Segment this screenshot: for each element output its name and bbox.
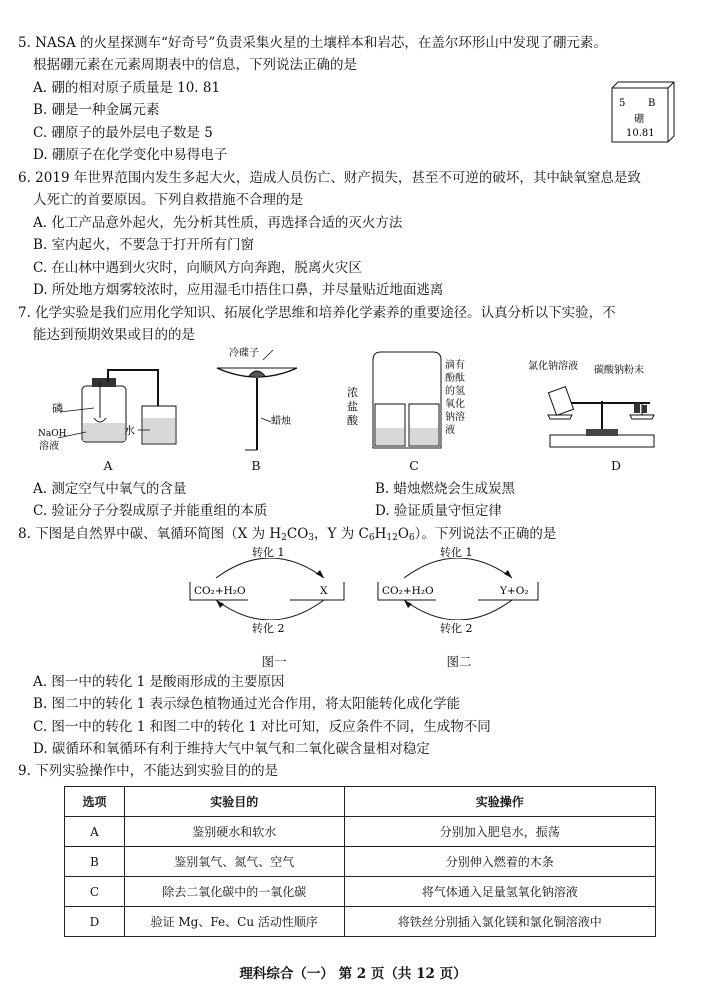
cycle2-caption: 图二 [446,654,472,669]
row-purpose: 验证 Mg、Fe、Cu 活动性顺序 [124,907,344,937]
q7-stem-line1: 7. 化学实验是我们应用化学知识、拓展化学思维和培养化学素养的重要途径。认真分析以下实验，不 [18,305,616,321]
element-mass: 10.81 [626,128,655,139]
row-operation: 将铁丝分别插入氯化镁和氯化铜溶液中 [344,907,655,937]
q8-option-d: D. 碳循环和氧循环有利于维持大气中氧气和二氧化碳含量相对稳定 [33,741,430,757]
table-header-row [65,787,656,817]
q7-stem-line2: 能达到预期效果或目的的是 [33,327,195,343]
q6-option-b: B. 室内起火，不要急于打开所有门窗 [33,237,255,253]
header-operation: 实验操作 [344,787,655,817]
label-phenol-5: 钠溶 [445,412,465,423]
q7-option-c: C. 验证分子分裂成原子并能重组的本质 [33,503,268,519]
label-phosphorus: 磷 [52,402,63,415]
experiment-c-diagram [345,348,465,453]
q6-option-d: D. 所处地方烟雾较浓时，应用湿毛巾捂住口鼻，并尽量贴近地面逃离 [33,282,444,298]
q5-stem-line2: 根据硼元素在元素周期表中的信息，下列说法正确的是 [33,57,357,73]
q5-option-c: C. 硼原子的最外层电子数是 5 [33,125,213,141]
label-hcl-2: 酸 [347,414,358,427]
header-purpose: 实验目的 [124,787,344,817]
cycle2-left: CO₂+H₂O [382,585,434,597]
q5-option-a: A. 硼的相对原子质量是 10. 81 [33,80,221,96]
q5-option-b: B. 硼是一种金属元素 [33,102,160,118]
label-naoh: NaOH [38,429,67,439]
label-phenol-6: 液 [445,425,455,436]
label-phenol-1: 滴有 [445,360,465,371]
cycle1-right: X [320,585,328,597]
q6-option-a: A. 化工产品意外起火，先分析其性质，再选择合适的灭火方法 [33,215,403,231]
cycle2-right: Y+O₂ [500,585,529,597]
q8-stem: 8. 下图是自然界中碳、氧循环简图（X 为 $H_2CO_3$，Y 为 $C_6H_{12}O_6$）。下列说法不正确的是 [18,526,557,543]
label-nacl-solution: 氯化钠溶液 [528,361,578,372]
label-candle: 蜡烛 [271,416,291,427]
row-operation: 分别加入肥皂水，振荡 [344,817,655,847]
q8-option-b: B. 图二中的转化 1 表示绿色植物通过光合作用，将太阳能转化成化学能 [33,696,461,712]
q7-option-b: B. 蜡烛燃烧会生成炭黑 [375,481,516,497]
experiment-table [64,786,656,937]
table-row [65,907,656,937]
q6-stem-line1: 6. 2019 年世界范围内发生多起大火，造成人员伤亡、财产损失，甚至不可逆的破坏，其中缺氧窒息是致 [18,170,641,186]
q6-stem-line2: 人死亡的首要原因。下列自救措施不合理的是 [33,192,303,208]
row-purpose: 除去二氧化碳中的一氧化碳 [124,877,344,907]
row-option: C [65,877,125,907]
row-purpose: 鉴别氧气、氮气、空气 [124,847,344,877]
row-operation: 分别伸入燃着的木条 [344,847,655,877]
row-option: D [65,907,125,937]
table-row [65,877,656,907]
fig-label-d: D [610,458,622,473]
cycle1-bottom-label: 转化 2 [252,622,285,635]
element-symbol: B [648,98,656,109]
label-conc: 浓 [347,386,358,399]
q6-option-c: C. 在山林中遇到火灾时，向顺风方向奔跑，脱离火灾区 [33,260,362,276]
experiment-b-diagram [215,346,315,454]
fig-label-a: A [103,458,113,473]
q8-option-a: A. 图一中的转化 1 是酸雨形成的主要原因 [33,674,285,690]
fig-label-c: C [409,458,419,473]
row-option: B [65,847,125,877]
label-solution: 溶液 [39,441,59,452]
q8-option-c: C. 图一中的转化 1 和图二中的转化 1 对比可知，反应条件不同，生成物不同 [33,719,491,735]
table-row [65,817,656,847]
boron-element-cell [610,80,676,146]
cycle-diagram-2 [368,544,548,644]
label-phenol-2: 酚酞 [445,373,465,384]
row-operation: 将气体通入足量氢氧化钠溶液 [344,877,655,907]
q5-stem-line1: 5. NASA 的火星探测车“好奇号”负责采集火星的土壤样本和岩芯，在盖尔环形山中发现了硼元素。 [18,35,607,51]
row-purpose: 鉴别硬水和软水 [124,817,344,847]
element-name: 硼 [634,114,644,125]
page-footer: 理科综合（一） 第 2 页（共 12 页） [239,966,467,982]
label-phenol-3: 的氢 [445,386,465,397]
cycle1-left: CO₂+H₂O [194,585,246,597]
label-na2co3-powder: 碳酸钠粉末 [594,365,644,376]
cycle2-top-label: 转化 1 [440,546,473,559]
q9-stem: 9. 下列实验操作中，不能达到实验目的的是 [18,763,279,779]
label-cold-dish: 冷碟子 [229,348,259,359]
element-number: 5 [619,98,626,109]
cycle1-caption: 图一 [261,654,287,669]
experiment-d-diagram [526,355,676,455]
label-hcl-1: 盐 [347,400,358,413]
experiment-a-diagram [38,348,178,453]
q7-option-a: A. 测定空气中氧气的含量 [33,481,187,497]
q5-option-d: D. 硼原子在化学变化中易得电子 [33,147,228,163]
fig-label-b: B [251,458,261,473]
label-phenol-4: 氧化 [445,399,465,410]
cycle2-bottom-label: 转化 2 [440,622,473,635]
q7-option-d: D. 验证质量守恒定律 [375,503,502,519]
table-row [65,847,656,877]
cycle-diagram-1 [180,544,355,644]
label-water: 水 [124,424,135,437]
row-option: A [65,817,125,847]
cycle1-top-label: 转化 1 [252,546,285,559]
header-option: 选项 [65,787,125,817]
